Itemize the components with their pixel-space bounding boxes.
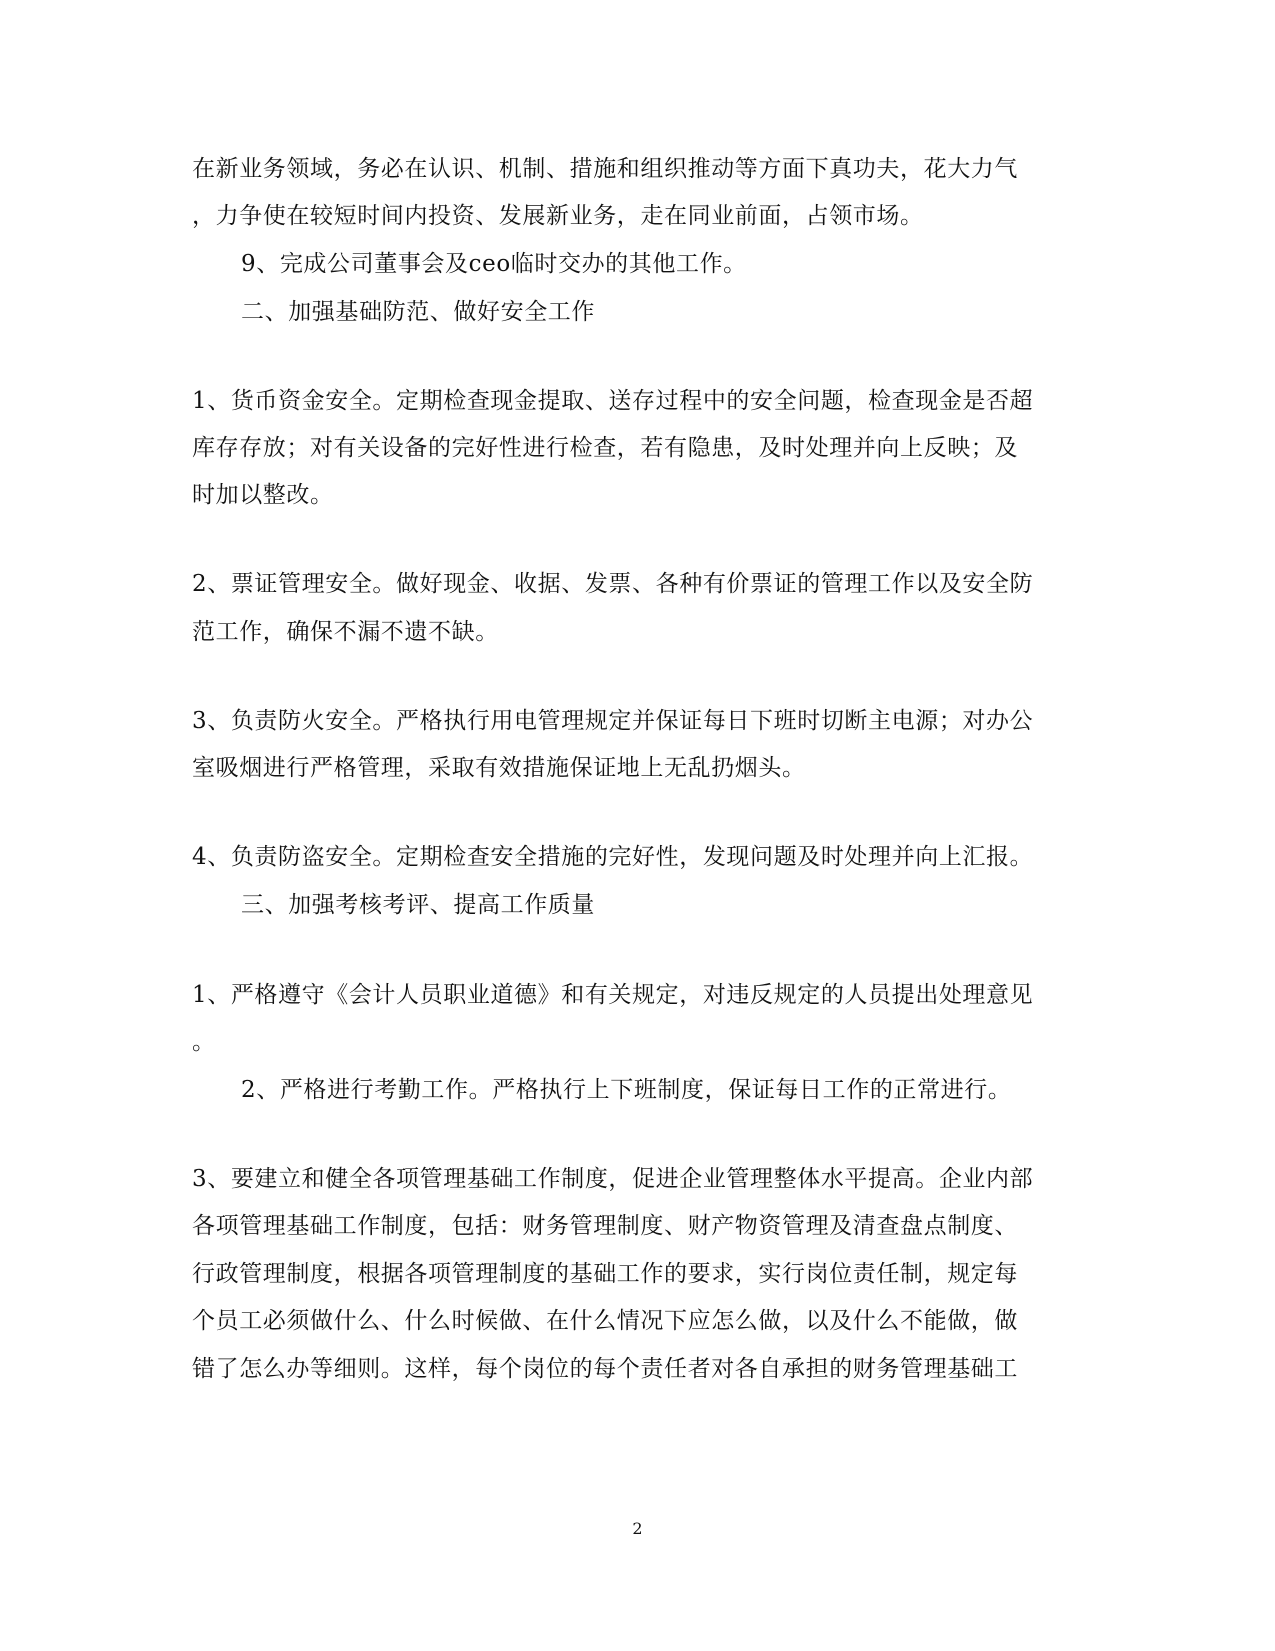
text-line: 各项管理基础工作制度，包括：财务管理制度、财产物资管理及清查盘点制度、 — [192, 1213, 1018, 1239]
text-line: 错了怎么办等细则。这样，每个岗位的每个责任者对各自承担的财务管理基础工 — [192, 1356, 1018, 1382]
text-line: 行政管理制度，根据各项管理制度的基础工作的要求，实行岗位责任制，规定每 — [192, 1261, 1018, 1287]
text-line: 范工作，确保不漏不遗不缺。 — [192, 619, 499, 645]
text-line: 库存存放；对有关设备的完好性进行检查，若有隐患，及时处理并向上反映；及 — [192, 435, 1018, 461]
text-line: 室吸烟进行严格管理，采取有效措施保证地上无乱扔烟头。 — [192, 755, 806, 781]
text-line: 时加以整改。 — [192, 482, 334, 508]
text-line: 个员工必须做什么、什么时候做、在什么情况下应怎么做，以及什么不能做，做 — [192, 1308, 1018, 1334]
list-item: 1、严格遵守《会计人员职业道德》和有关规定，对违反规定的人员提出处理意见 — [192, 982, 1034, 1008]
list-item: 4、负责防盗安全。定期检查安全措施的完好性，发现问题及时处理并向上汇报。 — [192, 844, 1034, 870]
text-line: ，力争使在较短时间内投资、发展新业务，走在同业前面，占领市场。 — [192, 203, 924, 229]
list-item: 3、负责防火安全。严格执行用电管理规定并保证每日下班时切断主电源；对办公 — [192, 708, 1034, 734]
list-item: 3、要建立和健全各项管理基础工作制度，促进企业管理整体水平提高。企业内部 — [192, 1166, 1034, 1192]
page-number: 2 — [632, 1519, 643, 1538]
section-heading: 二、加强基础防范、做好安全工作 — [241, 299, 595, 325]
section-heading: 三、加强考核考评、提高工作质量 — [241, 892, 595, 918]
list-item: 1、货币资金安全。定期检查现金提取、送存过程中的安全问题，检查现金是否超 — [192, 388, 1034, 414]
list-item: 9、完成公司董事会及ceo临时交办的其他工作。 — [241, 251, 747, 277]
list-item: 2、严格进行考勤工作。严格执行上下班制度，保证每日工作的正常进行。 — [241, 1077, 1012, 1103]
list-item: 2、票证管理安全。做好现金、收据、发票、各种有价票证的管理工作以及安全防 — [192, 571, 1034, 597]
text-line: 在新业务领域，务必在认识、机制、措施和组织推动等方面下真功夫，花大力气 — [192, 156, 1018, 182]
text-line: 。 — [192, 1029, 216, 1055]
